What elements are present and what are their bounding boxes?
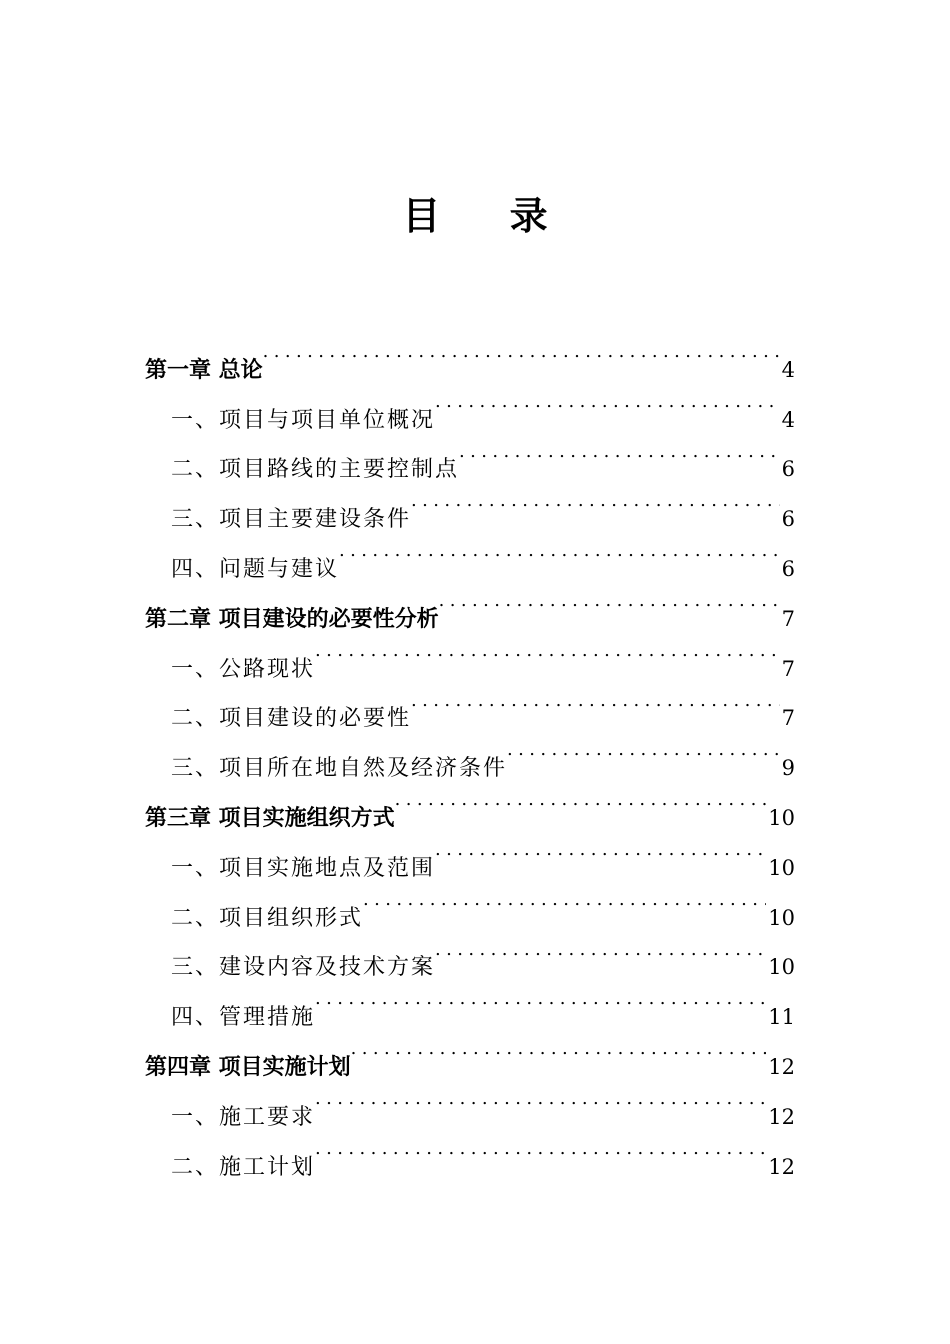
toc-title: 目 录 [402,194,576,238]
toc-page-number: 11 [768,1005,795,1030]
toc-entry-label: 一、项目与项目单位概况 [171,407,436,433]
toc-entry-label: 第四章 项目实施计划 [145,1054,351,1080]
toc-page-number: 12 [768,1054,795,1079]
toc-entry-label: 二、施工计划 [171,1154,316,1180]
toc-page-number: 7 [781,656,795,681]
toc-dot-leader [363,875,766,925]
toc-page-number: 12 [768,1154,795,1179]
toc-entry-label: 三、项目所在地自然及经济条件 [171,756,508,782]
toc-page-number: 9 [781,756,795,781]
toc-dot-leader [315,1074,766,1124]
toc-entry-label: 四、管理措施 [171,1005,316,1031]
toc-page-number: 4 [781,407,795,432]
toc-entry-label: 二、项目组织形式 [171,905,364,931]
toc-dot-leader [411,676,780,726]
toc-page-number: 6 [781,556,795,581]
toc-page-number: 6 [781,457,795,482]
toc-dot-leader [459,427,780,477]
toc-entry-label: 一、公路现状 [171,656,316,682]
toc-entry-label: 二、项目建设的必要性 [171,706,412,732]
toc-dot-leader [315,626,780,676]
toc-dot-leader [439,576,780,626]
toc-entry-label: 四、问题与建议 [171,556,340,582]
toc-dot-leader [395,775,767,825]
toc-entry-label: 第二章 项目建设的必要性分析 [145,606,439,632]
toc-page-number: 4 [781,357,795,382]
toc-entry-label: 第一章 总论 [145,357,263,383]
toc-entry-label: 一、施工要求 [171,1104,316,1130]
toc-page-number: 10 [768,805,795,830]
toc-dot-leader [315,974,766,1024]
toc-dot-leader [315,1124,766,1174]
toc-dot-leader [339,526,780,576]
toc-dot-leader [351,1024,767,1074]
toc-dot-leader [435,925,766,975]
toc-entry-label: 三、项目主要建设条件 [171,507,412,533]
toc-page-number: 10 [768,955,795,980]
toc-list [145,327,795,1180]
toc-page-number: 12 [768,1104,795,1129]
toc-page-number: 10 [768,855,795,880]
toc-dot-leader [263,327,780,377]
toc-chapter-entry[interactable] [145,327,795,383]
toc-entry-label: 一、项目实施地点及范围 [171,855,436,881]
toc-page-number: 6 [781,507,795,532]
toc-dot-leader [507,725,780,775]
toc-entry-label: 二、项目路线的主要控制点 [171,457,460,483]
toc-dot-leader [435,825,766,875]
toc-dot-leader [435,377,780,427]
toc-entry-label: 第三章 项目实施组织方式 [145,805,395,831]
toc-page-number: 7 [781,706,795,731]
toc-entry-label: 三、建设内容及技术方案 [171,955,436,981]
toc-page-number: 7 [781,606,795,631]
toc-page-number: 10 [768,905,795,930]
toc-dot-leader [411,476,780,526]
